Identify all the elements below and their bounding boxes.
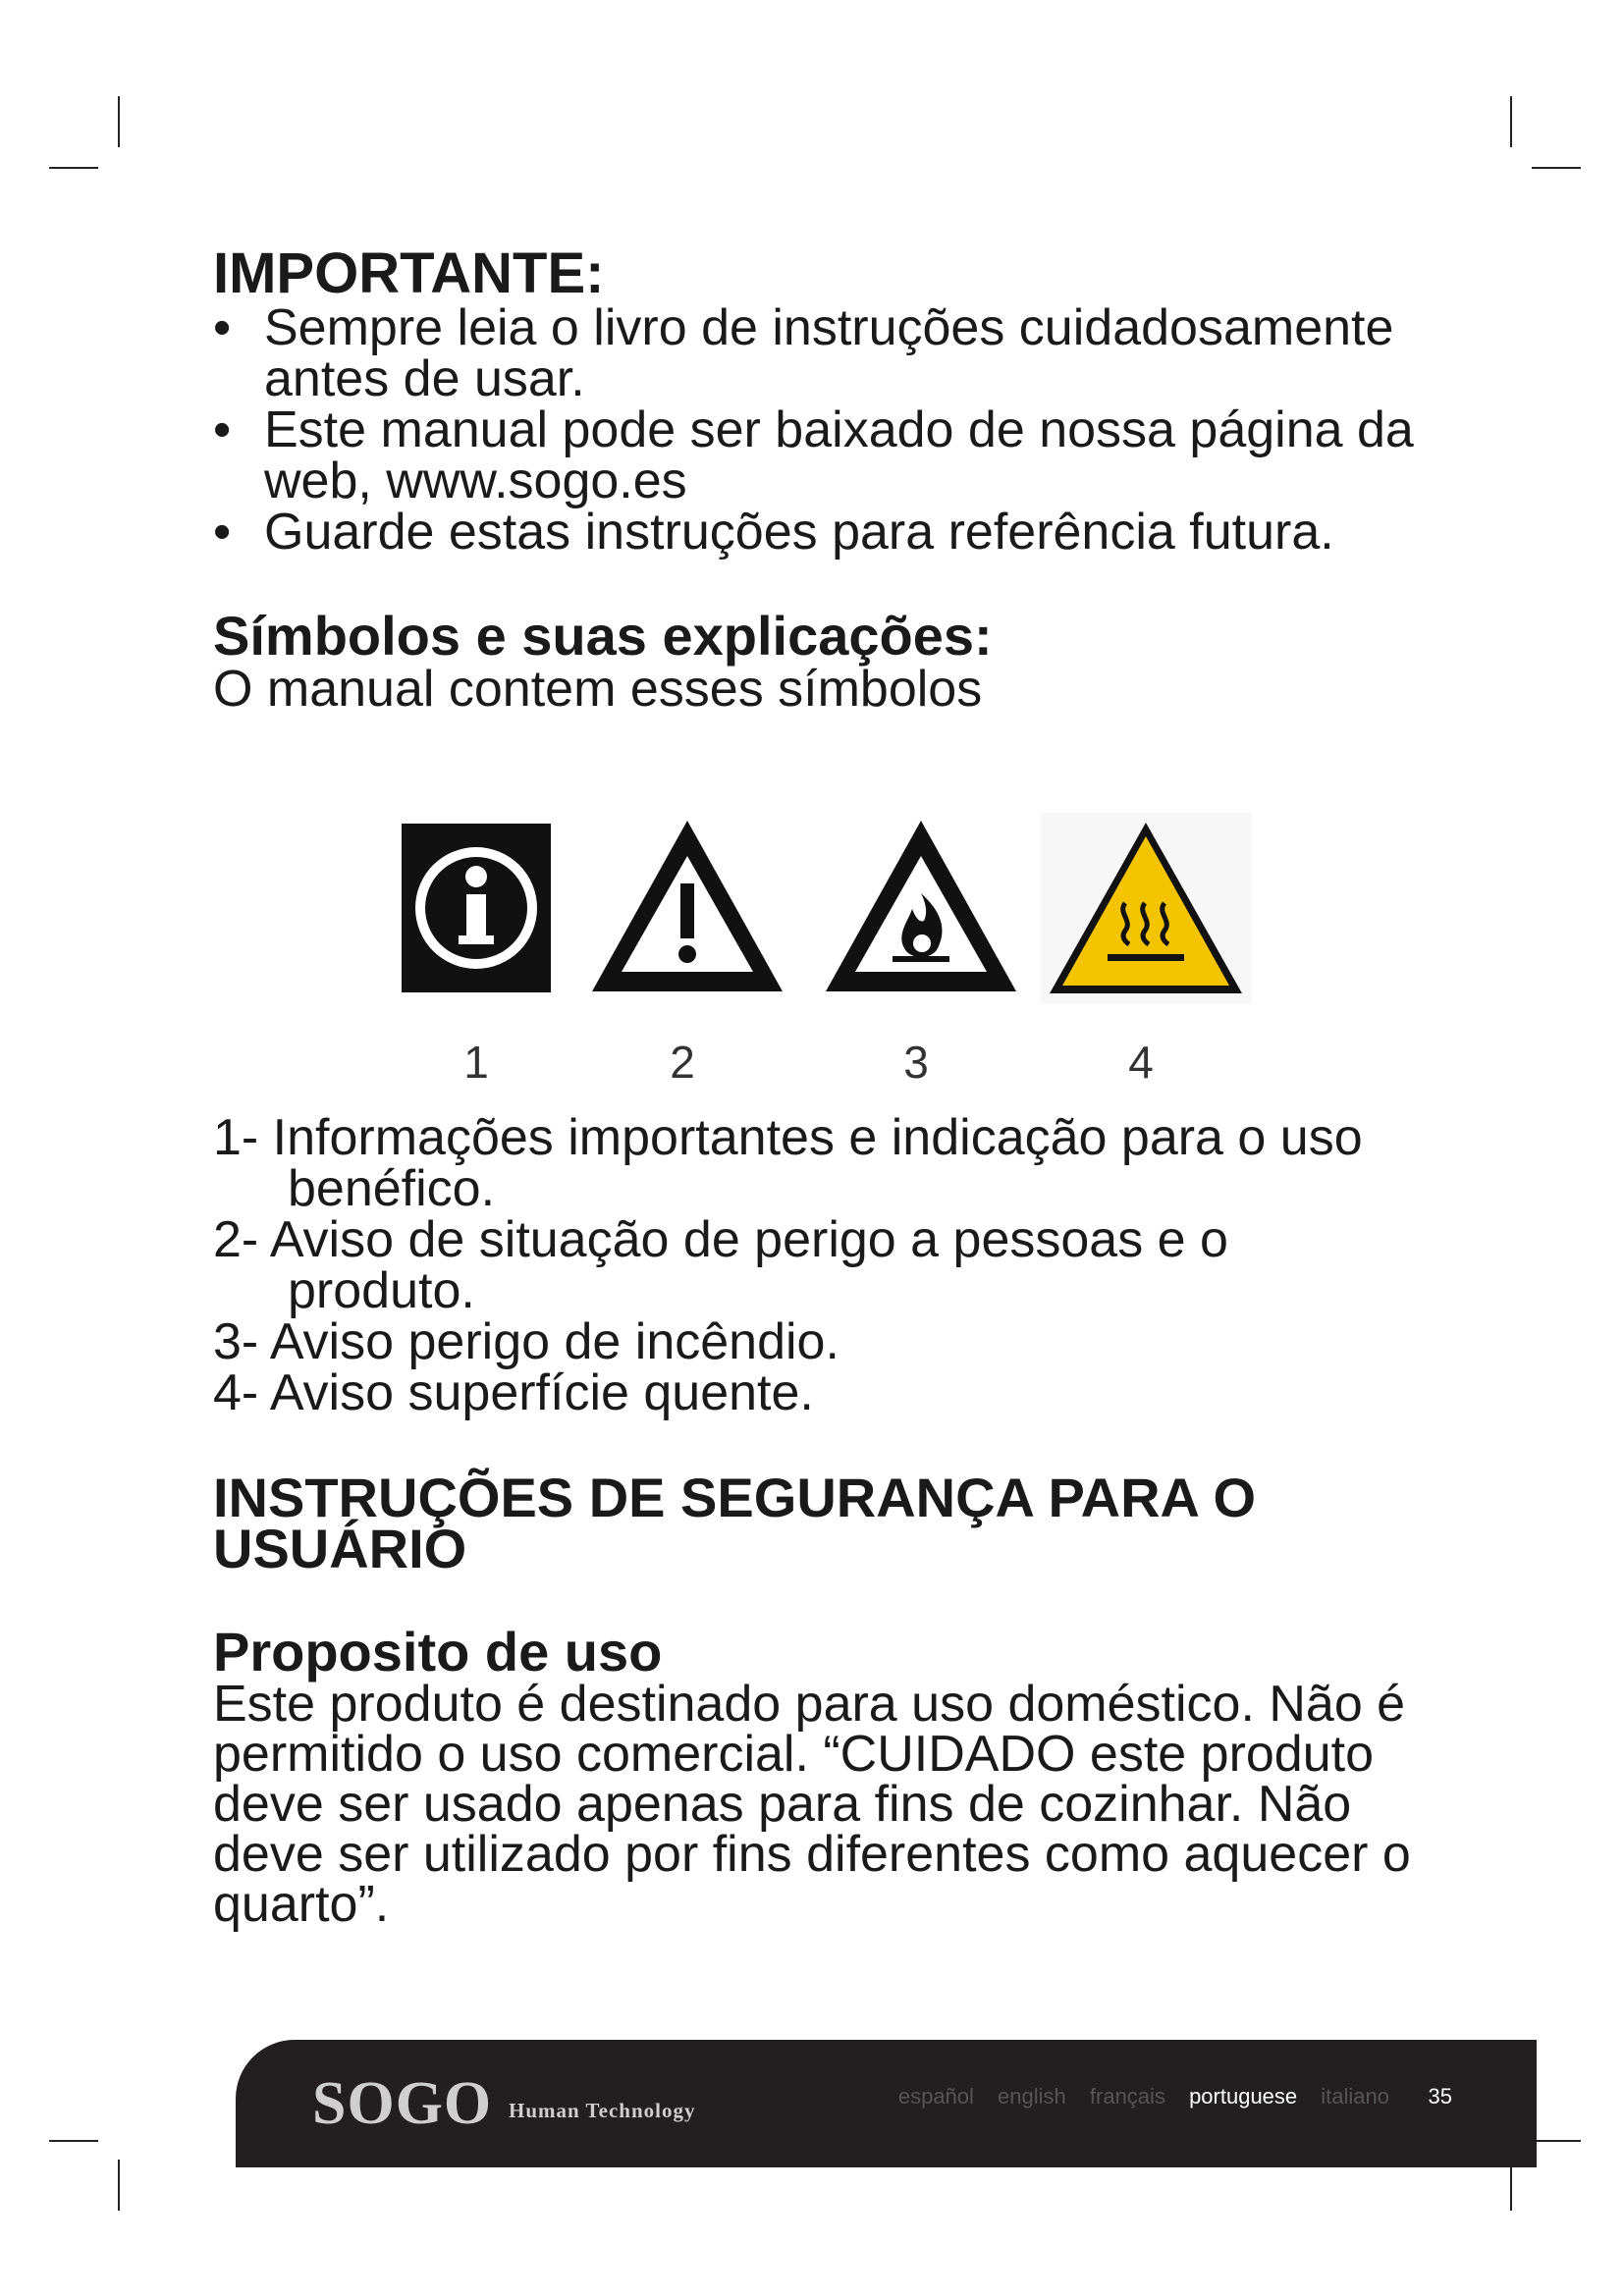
important-list [213, 299, 1421, 561]
list-item: • Sempre leia o livro de instruções cuidadosamente antes de usar. [213, 302, 1421, 404]
hot-surface-icon [1041, 813, 1252, 1004]
safety-heading: INSTRUÇÕES DE SEGURANÇA PARA O USUÁRIO [213, 1467, 1257, 1579]
list-item: • Este manual pode ser baixado de nossa página da web, www.sogo.es [213, 404, 1421, 507]
symbol-explanations [213, 1109, 1421, 1421]
purpose-heading: Proposito de uso [213, 1621, 663, 1682]
important-section [213, 241, 1421, 718]
symbol-number: 3 [903, 1037, 929, 1088]
purpose-section [213, 1621, 1421, 1933]
crop-mark [49, 2140, 98, 2142]
warning-exclamation-icon [584, 813, 790, 999]
symbol-number: 1 [463, 1037, 489, 1088]
language-link-en[interactable]: english [998, 2084, 1066, 2109]
purpose-text: Este produto é destinado para uso doméstico. Não é permitido o uso comercial. “CUIDADO este produto deve ser usado apenas para fins de cozinhar. Não deve ser utilizado por fins diferentes como aquecer o quarto”. [213, 1676, 1411, 1933]
crop-mark [118, 2160, 120, 2211]
crop-mark [1532, 2140, 1581, 2142]
language-link-fr[interactable]: français [1089, 2084, 1165, 2109]
page-number: 35 [1428, 2084, 1452, 2109]
brand-tagline: Human Technology [509, 2099, 696, 2122]
info-icon [398, 820, 555, 996]
brand-logo: SOGO [312, 2070, 493, 2137]
language-link-it[interactable]: italiano [1321, 2084, 1389, 2109]
symbol-number: 2 [670, 1037, 695, 1088]
crop-mark [118, 96, 120, 147]
fire-hazard-icon [818, 813, 1024, 999]
list-item: • Guarde estas instruções para referência futura. [213, 507, 1421, 558]
footer-bar [236, 2040, 1537, 2167]
language-list [881, 2084, 1389, 2109]
symbols-intro: O manual contem esses símbolos [213, 661, 983, 718]
language-link-pt[interactable]: portuguese [1189, 2084, 1298, 2109]
important-heading: IMPORTANTE: [213, 241, 605, 305]
list-item: 2- Aviso de situação de perigo a pessoas e o produto. [213, 1211, 1228, 1319]
crop-mark [1532, 167, 1581, 169]
crop-mark [1510, 96, 1512, 147]
symbol-number: 4 [1128, 1037, 1154, 1088]
crop-mark [49, 167, 98, 169]
list-item: 4- Aviso superfície quente. [213, 1364, 814, 1421]
symbols-figure [398, 815, 1252, 1090]
language-link-es[interactable]: español [897, 2084, 974, 2109]
list-item: 3- Aviso perigo de incêndio. [213, 1313, 839, 1370]
list-item: 1- Informações importantes e indicação para o uso benéfico. [213, 1109, 1363, 1217]
symbols-heading: Símbolos e suas explicações: [213, 605, 993, 667]
